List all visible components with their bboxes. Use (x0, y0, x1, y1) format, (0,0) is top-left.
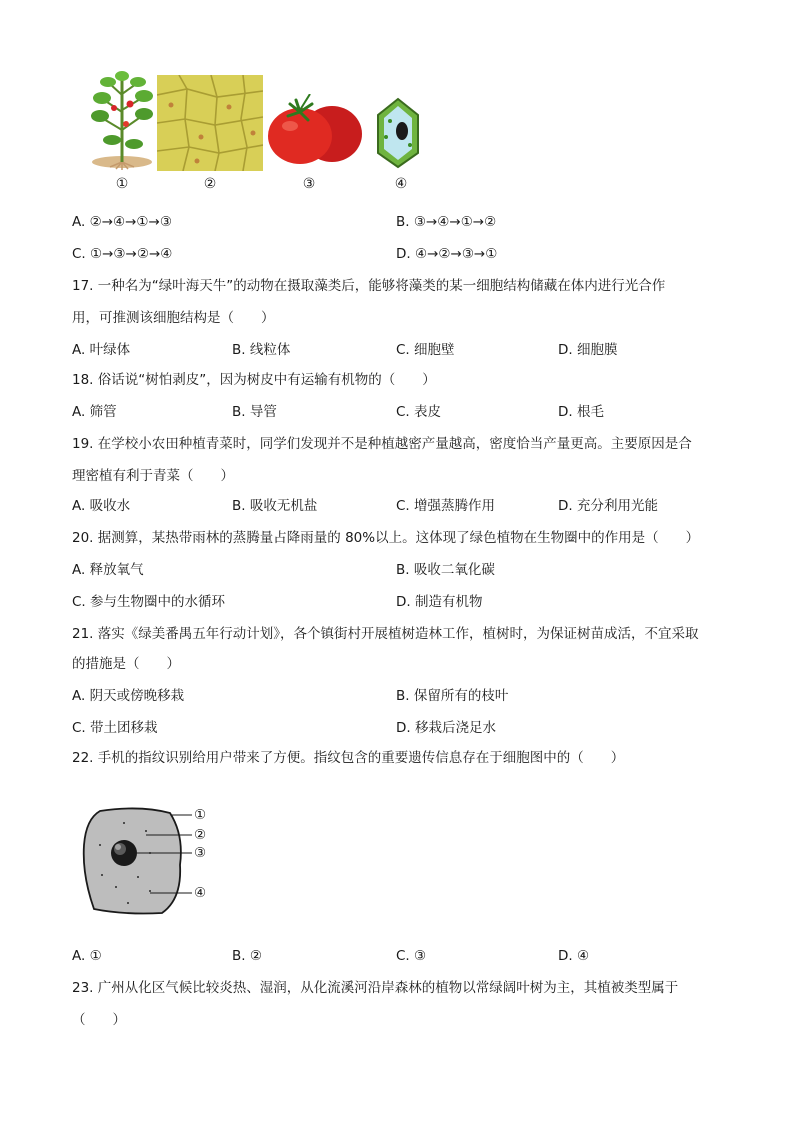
q17-option-b[interactable]: B. 线粒体 (232, 342, 291, 358)
q21-stem-line1: 21. 落实《绿美番禺五年行动计划》，各个镇街村开展植树造林工作，植树时，为保证树苗成活，不宜采取 (72, 626, 699, 642)
cell-label-3: ③ (194, 845, 207, 861)
q19-number: 19. (72, 436, 94, 452)
q20-option-d[interactable]: D. 制造有机物 (396, 594, 483, 610)
figure-label-4: ④ (394, 176, 408, 192)
q21-option-d[interactable]: D. 移栽后浇足水 (396, 720, 496, 736)
q18-option-a[interactable]: A. 筛管 (72, 404, 117, 420)
q16-option-b[interactable]: B. ③→④→①→② (396, 214, 497, 230)
figure-plant-images (80, 70, 440, 195)
epidermal-cells-image (157, 75, 263, 171)
figure-label-1: ① (115, 176, 129, 192)
q16-option-c[interactable]: C. ①→③→②→④ (72, 246, 173, 262)
q19-stem-line1: 19. 在学校小农田种植青菜时，同学们发现并不是种植越密产量越高，密度恰当产量更高。主要原因是合 (72, 436, 692, 452)
q19-option-d[interactable]: D. 充分利用光能 (558, 498, 658, 514)
q20-option-a[interactable]: A. 释放氧气 (72, 562, 144, 578)
q19-stem-line2: 理密植有利于青菜（ ） (72, 468, 234, 484)
q20-option-c[interactable]: C. 参与生物圈中的水循环 (72, 594, 226, 610)
q23-stem-line1: 23. 广州从化区气候比较炎热、湿润，从化流溪河沿岸森林的植物以常绿阔叶树为主，其植被类型属于 (72, 980, 679, 996)
figure-label-3: ③ (302, 176, 316, 192)
q16-option-d[interactable]: D. ④→②→③→① (396, 246, 498, 262)
q18-option-d[interactable]: D. 根毛 (558, 404, 604, 420)
q20-option-b[interactable]: B. 吸收二氧化碳 (396, 562, 495, 578)
q22-stem-line1: 22. 手机的指纹识别给用户带来了方便。指纹包含的重要遗传信息存在于细胞图中的（ ） (72, 750, 625, 766)
q21-stem-line2: 的措施是（ ） (72, 656, 180, 672)
q22-number: 22. (72, 750, 94, 766)
q17-option-d[interactable]: D. 细胞膜 (558, 342, 618, 358)
q23-number: 23. (72, 980, 94, 996)
q22-option-d[interactable]: D. ④ (558, 948, 590, 964)
q17-number: 17. (72, 278, 94, 294)
q16-option-a[interactable]: A. ②→④→①→③ (72, 214, 172, 230)
cell-label-1: ① (194, 807, 207, 823)
q18-number: 18. (72, 372, 94, 388)
tomato-plant-image (86, 70, 158, 170)
q18-stem-line1: 18. 俗话说“树怕剥皮”，因为树皮中有运输有机物的（ ） (72, 372, 436, 388)
cell-label-2: ② (194, 827, 207, 843)
figure-label-2: ② (203, 176, 217, 192)
tomato-fruit-image (266, 94, 366, 166)
q17-stem-line2: 用，可推测该细胞结构是（ ） (72, 310, 275, 326)
q21-option-b[interactable]: B. 保留所有的枝叶 (396, 688, 509, 704)
q17-option-c[interactable]: C. 细胞壁 (396, 342, 455, 358)
q22-option-b[interactable]: B. ② (232, 948, 262, 964)
animal-cell-diagram (80, 805, 220, 917)
q20-number: 20. (72, 530, 94, 546)
q21-option-a[interactable]: A. 阴天或傍晚移栽 (72, 688, 185, 704)
q18-option-b[interactable]: B. 导管 (232, 404, 277, 420)
q20-stem-line1: 20. 据测算，某热带雨林的蒸腾量占降雨量的 80%以上。这体现了绿色植物在生物圈中的作用是（ ） (72, 530, 700, 546)
plant-cell-image (374, 97, 422, 169)
q19-option-b[interactable]: B. 吸收无机盐 (232, 498, 318, 514)
q19-option-a[interactable]: A. 吸收水 (72, 498, 131, 514)
q18-option-c[interactable]: C. 表皮 (396, 404, 442, 420)
q19-option-c[interactable]: C. 增强蒸腾作用 (396, 498, 496, 514)
q21-number: 21. (72, 626, 94, 642)
q22-option-c[interactable]: C. ③ (396, 948, 427, 964)
cell-label-4: ④ (194, 885, 207, 901)
q21-option-c[interactable]: C. 带土团移栽 (72, 720, 158, 736)
q17-option-a[interactable]: A. 叶绿体 (72, 342, 131, 358)
q17-stem-line1: 17. 一种名为“绿叶海天牛”的动物在摄取藻类后，能够将藻类的某一细胞结构储藏在体内进行光合作 (72, 278, 666, 294)
q22-option-a[interactable]: A. ① (72, 948, 102, 964)
q23-stem-line2: （ ） (72, 1012, 126, 1028)
